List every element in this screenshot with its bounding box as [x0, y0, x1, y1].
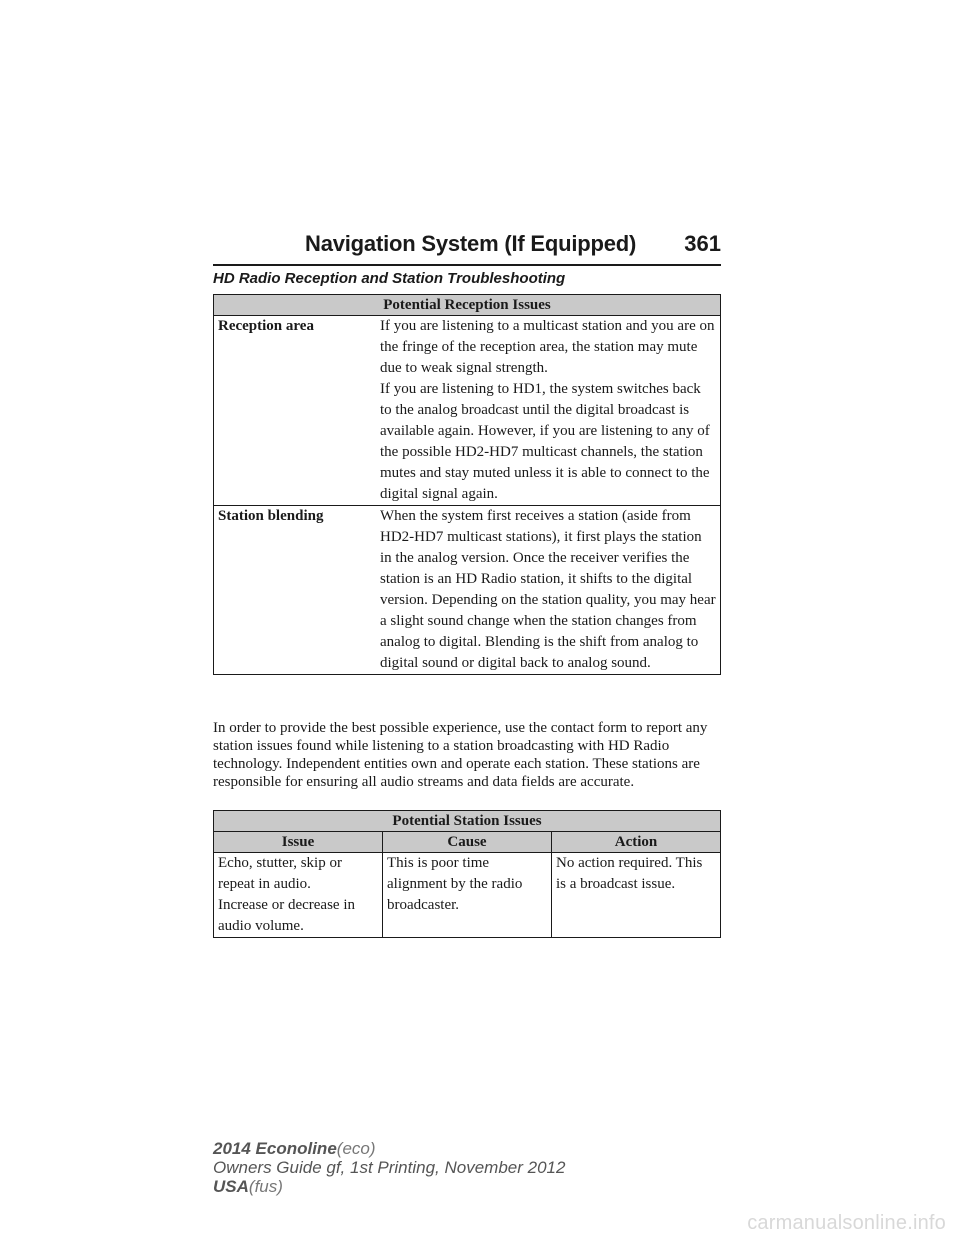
cause-cell: This is poor time alignment by the radio broadcaster.	[383, 853, 552, 938]
station-issues-table	[213, 810, 721, 938]
footer-printing: Owners Guide gf, 1st Printing, November 2012	[213, 1158, 566, 1177]
row-paragraph: If you are listening to a multicast station and you are on the fringe of the reception area, the station may mute due to weak signal strength.	[380, 318, 715, 376]
table-row	[214, 316, 721, 506]
footer-model: 2014 Econoline	[213, 1139, 337, 1158]
table-row	[214, 506, 721, 675]
reception-issues-table	[213, 294, 721, 675]
footer-market: USA	[213, 1177, 249, 1196]
footer-model-code: (eco)	[336, 1139, 376, 1158]
table-caption: Potential Station Issues	[214, 811, 721, 832]
row-description	[380, 316, 721, 506]
page-title: Navigation System (If Equipped)	[305, 231, 637, 256]
header-divider	[213, 264, 721, 266]
table-row	[214, 853, 721, 938]
page-header	[213, 0, 721, 290]
row-label: Station blending	[214, 506, 381, 675]
column-header-action: Action	[552, 832, 721, 853]
page-number: 361	[684, 231, 721, 256]
issue-text: Increase or decrease in audio volume.	[218, 897, 355, 934]
section-heading: HD Radio Reception and Station Troubleshooting	[213, 270, 566, 287]
issue-text: Echo, stutter, skip or repeat in audio.	[218, 855, 342, 892]
page-footer	[213, 1139, 565, 1196]
column-header-cause: Cause	[383, 832, 552, 853]
column-header-issue: Issue	[214, 832, 383, 853]
row-label: Reception area	[214, 316, 381, 506]
action-cell: No action required. This is a broadcast issue.	[552, 853, 721, 938]
row-paragraph: If you are listening to HD1, the system switches back to the analog broadcast until the digital broadcast is available again. However, if you are listening to any of the possible HD2-HD7 multicast channels, the station mutes and stay muted unless it is able to connect to the digital signal again.	[380, 381, 710, 502]
issue-cell	[214, 853, 383, 938]
watermark: carmanualsonline.info	[747, 1212, 946, 1234]
row-paragraph: When the system first receives a station (aside from HD2-HD7 multicast stations), it first plays the station in the analog version. Once the receiver verifies the station is an HD Radio station, it shifts to the digital version. Depending on the station quality, you may hear a slight sound change when the station changes from analog to digital. Blending is the shift from analog to digital sound or digital back to analog sound.	[380, 508, 716, 671]
row-description	[380, 506, 721, 675]
body-paragraph: In order to provide the best possible experience, use the contact form to report any station issues found while listening to a station broadcasting with HD Radio technology. Independent entities own and operate each station. These stations are responsible for ensuring all audio streams and data fields are accurate.	[213, 720, 708, 790]
footer-market-code: (fus)	[248, 1177, 283, 1196]
table-caption: Potential Reception Issues	[214, 295, 721, 316]
